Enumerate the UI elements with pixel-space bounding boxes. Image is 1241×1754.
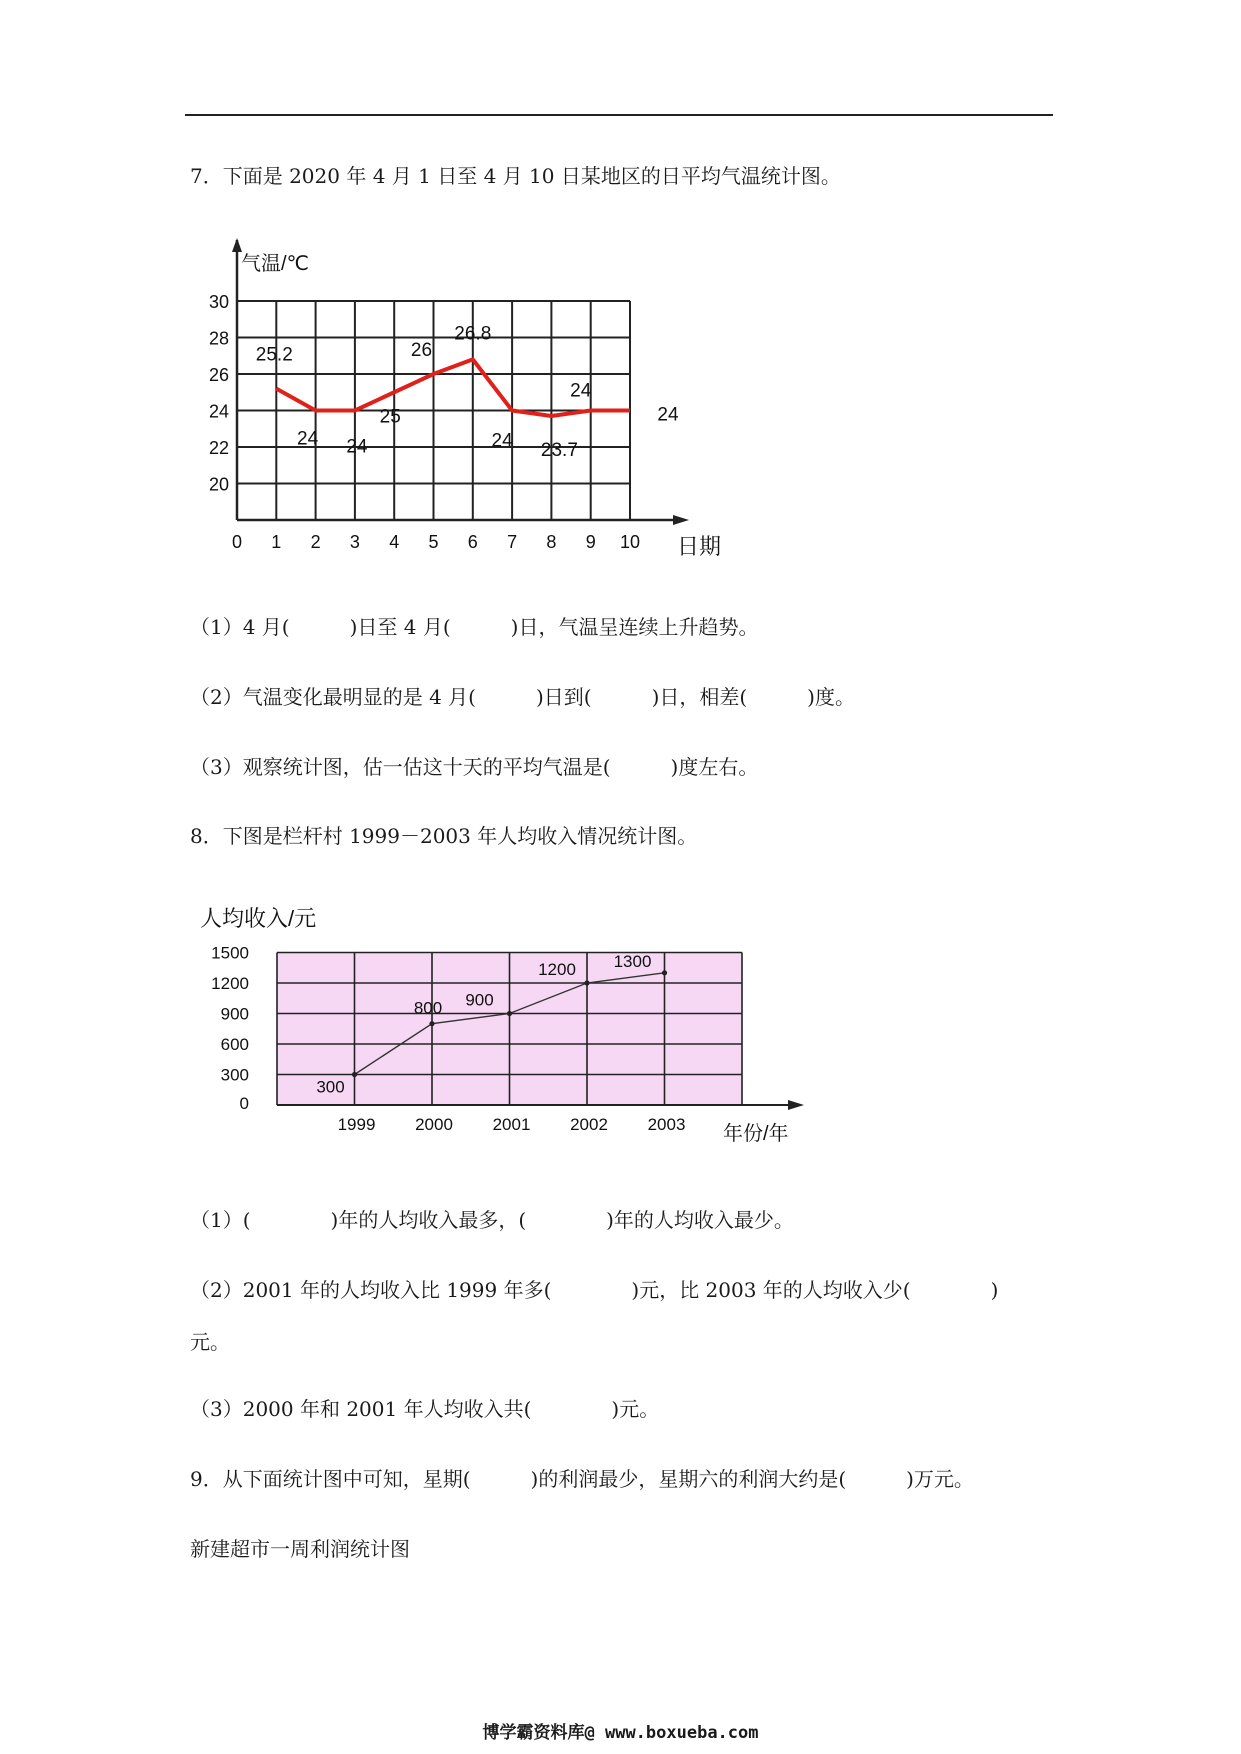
x-tick-label: 10 <box>619 532 641 552</box>
y-tick-label: 24 <box>208 401 229 422</box>
data-label: 26.8 <box>454 323 492 345</box>
x-axis-title: 年份/年 <box>723 1123 789 1145</box>
y-tick-label: 1500 <box>211 943 249 963</box>
x-axis-title: 日期 <box>677 534 722 559</box>
x-tick-label: 2003 <box>647 1115 686 1134</box>
q8-sub1: （1）( )年的人均收入最多，( )年的人均收入最少。 <box>190 1208 794 1232</box>
data-label: 24 <box>570 380 592 402</box>
x-tick-label: 3 <box>349 532 360 552</box>
q9-chart-title: 新建超市一周利润统计图 <box>190 1537 410 1561</box>
x-tick-label: 4 <box>389 532 400 552</box>
data-point <box>352 1072 357 1077</box>
data-point <box>662 970 667 975</box>
data-label: 24 <box>657 404 679 426</box>
x-tick-label: 1 <box>271 532 282 552</box>
y-tick-label: 0 <box>239 1094 249 1113</box>
data-label: 1300 <box>613 951 652 971</box>
data-label: 26 <box>410 340 433 361</box>
x-tick-label: 9 <box>585 532 596 552</box>
y-tick-label: 22 <box>208 438 229 458</box>
y-tick-label: 30 <box>208 292 229 312</box>
q8-sub2: （2）2001 年的人均收入比 1999 年多( )元，比 2003 年的人均收入少( ) <box>190 1278 999 1302</box>
x-tick-label: 7 <box>507 532 518 552</box>
x-axis-arrow <box>788 1100 804 1110</box>
y-tick-label: 900 <box>220 1004 249 1024</box>
x-tick-label: 2001 <box>492 1115 531 1134</box>
footer-watermark: 博学霸资料库@ www.boxueba.com <box>482 1723 759 1743</box>
x-axis-arrow <box>673 515 689 525</box>
data-label: 300 <box>316 1077 345 1097</box>
data-label: 800 <box>413 998 443 1018</box>
data-label: 24 <box>491 430 513 452</box>
q7-title: 7．下面是 2020 年 4 月 1 日至 4 月 10 日某地区的日平均气温统计图。 <box>190 164 841 188</box>
y-tick-label: 28 <box>208 328 229 349</box>
data-point <box>429 1021 434 1026</box>
q8-title: 8．下图是栏杆村 1999－2003 年人均收入情况统计图。 <box>190 824 698 848</box>
data-point <box>507 1011 512 1016</box>
q8-sub3: （3）2000 年和 2001 年人均收入共( )元。 <box>190 1397 660 1421</box>
y-axis-title: 人均收入/元 <box>200 906 317 931</box>
data-point <box>584 980 589 985</box>
y-tick-label: 300 <box>220 1065 249 1085</box>
x-tick-label: 1999 <box>337 1115 376 1134</box>
data-label: 900 <box>465 990 494 1010</box>
x-tick-label: 0 <box>231 532 243 552</box>
x-tick-label: 6 <box>467 532 478 552</box>
q7-sub1: （1）4 月( )日至 4 月( )日，气温呈连续上升趋势。 <box>190 615 759 639</box>
data-label: 24 <box>346 436 368 458</box>
temperature-line-chart <box>195 230 755 570</box>
data-label: 25 <box>379 406 401 428</box>
header-rule <box>185 114 1053 116</box>
q7-sub2: （2）气温变化最明显的是 4 月( )日到( )日，相差( )度。 <box>190 685 855 709</box>
y-tick-label: 26 <box>208 365 229 385</box>
y-tick-label: 1200 <box>211 974 249 993</box>
q8-sub2-cont: 元。 <box>190 1330 230 1354</box>
x-tick-label: 5 <box>428 532 439 552</box>
y-tick-label: 600 <box>220 1035 249 1054</box>
x-tick-label: 2 <box>310 532 321 552</box>
data-label: 23.7 <box>540 439 578 461</box>
income-line-chart <box>195 900 835 1150</box>
x-tick-label: 2000 <box>415 1115 453 1134</box>
y-axis-title: 气温/℃ <box>241 253 310 275</box>
data-label: 25.2 <box>255 344 293 366</box>
x-tick-label: 2002 <box>570 1115 608 1134</box>
q9-title: 9．从下面统计图中可知，星期( )的利润最少，星期六的利润大约是( )万元。 <box>190 1467 974 1491</box>
y-tick-label: 20 <box>208 474 229 495</box>
x-tick-label: 8 <box>546 532 557 552</box>
data-label: 1200 <box>538 960 576 979</box>
data-label: 24 <box>297 428 319 450</box>
q7-sub3: （3）观察统计图，估一估这十天的平均气温是( )度左右。 <box>190 755 759 779</box>
y-axis-arrow <box>232 238 242 252</box>
